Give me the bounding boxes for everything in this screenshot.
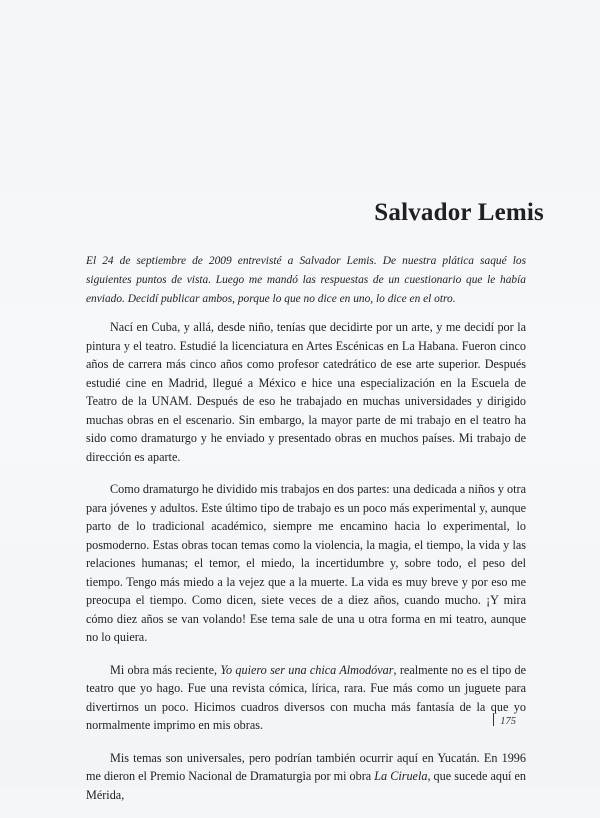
page-number-value: 175 bbox=[500, 716, 516, 727]
work-title-almodovar: Yo quiero ser una chica Almodóvar bbox=[220, 662, 394, 677]
paragraph-3 bbox=[86, 661, 526, 735]
paragraph-4-post: , que sucede aquí en Mérida, bbox=[86, 769, 526, 802]
intro-paragraph: El 24 de septiembre de 2009 entrevisté a Salvador Lemis. De nuestra plática saqué los siguientes puntos de vista. Luego me mandó las respuestas de un cuestionario que le había enviado. Decidí publicar ambos, porque lo que no dice en uno, lo dice en el otro. bbox=[86, 255, 526, 305]
paragraph-3-pre: Mi obra más reciente, bbox=[110, 662, 221, 677]
page-number bbox=[493, 713, 516, 727]
paragraph-1: Nací en Cuba, y allá, desde niño, tenías que decidirte por un arte, y me decidí por la pintura y el teatro. Estudié la licenciatura en Artes Escénicas en La Habana. Fueron cinco años de carrera más cinco años como profesor catedrático de ese arte superior. Después estudié cine en Madrid, llegué a México e hice una especialización en la Escuela de Teatro de la UNAM. Después de eso he trabajado en muchas universidades y dirigido muchas obras en el escenario. Sin embargo, la mayor parte de mi trabajo en el teatro ha sido como dramaturgo y he enviado y presentado obras en muchos países. Mi trabajo de dirección es aparte. bbox=[86, 320, 526, 464]
paragraph-4-pre: Mis temas son universales, pero podrían también ocurrir aquí en Yucatán. En 1996 me dieron el Premio Nacional de Dramaturgia por mi obra bbox=[86, 750, 526, 783]
paragraph-2: Como dramaturgo he dividido mis trabajos en dos partes: una dedicada a niños y otra para jóvenes y adultos. Este último tipo de trabajo es un poco más experimental y, aunque parto de lo tradicional académico, siempre me encamino hacia lo experimental, lo posmoderno. Estas obras tocan temas como la violencia, la magia, el tiempo, la vida y las relaciones humanas; el temor, el miedo, la incertidumbre y, sobre todo, el peso del tiempo. Tengo más miedo a la vejez que a la muerte. La vida es muy breve y por eso me preocupa el tiempo. Como dicen, siete veces de a diez años, cuando mucho. ¡Y mira cómo diez años se van volando! Ese tema sale de una u otra forma en mi teatro, aunque no lo quiera. bbox=[86, 482, 526, 644]
page-title: Salvador Lemis bbox=[374, 199, 544, 226]
paragraph-3-post: , realmente no es el tipo de teatro que yo hago. Fue una revista cómica, lírica, rara. Fue más como un juguete para divertirnos un poco. Hicimos cuadros diversos con mucha más fantasía de la que yo normalmente imprimo en mis obras. bbox=[86, 662, 527, 732]
folio-divider bbox=[493, 713, 494, 726]
work-title-la-ciruela: La Ciruela bbox=[374, 769, 428, 783]
body-text bbox=[86, 318, 526, 818]
paragraph-4 bbox=[86, 749, 526, 805]
